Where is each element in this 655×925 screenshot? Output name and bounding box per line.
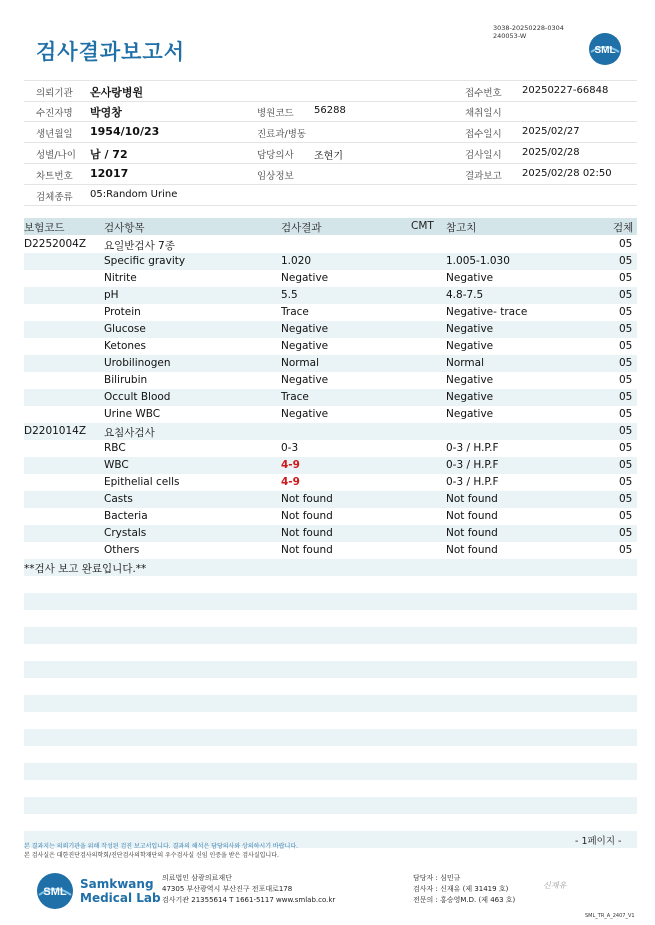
cell-specimen: 05 bbox=[619, 374, 633, 386]
cell-code: D2201014Z bbox=[24, 425, 87, 437]
cell-result: Not found bbox=[281, 527, 333, 539]
cell-result: Normal bbox=[281, 357, 319, 369]
cell-result: Not found bbox=[281, 510, 333, 522]
table-row bbox=[24, 440, 637, 457]
hosp-code-label: 병원코드 bbox=[257, 108, 294, 119]
header-specimen: 검체 bbox=[613, 222, 634, 234]
signature: 신재유 bbox=[543, 881, 567, 890]
cell-ref: Not found bbox=[446, 544, 498, 556]
cell-specimen: 05 bbox=[619, 323, 633, 335]
table-row bbox=[24, 389, 637, 406]
cell-item: RBC bbox=[104, 442, 126, 454]
empty-row bbox=[24, 695, 637, 712]
cell-item: Crystals bbox=[104, 527, 147, 539]
cell-item: 요침사검사 bbox=[104, 427, 155, 439]
cell-ref: 4.8-7.5 bbox=[446, 289, 484, 301]
page-title: 검사결과보고서 bbox=[36, 40, 186, 64]
table-row bbox=[24, 457, 637, 474]
org-label: 의뢰기관 bbox=[36, 88, 73, 99]
company-line-2: Medical Lab bbox=[80, 891, 161, 905]
footer-note-1: 본 결과지는 의뢰기관을 위해 작성된 검진 보고서입니다. 결과의 해석은 담당의사와 상의하시기 바랍니다. bbox=[24, 843, 299, 850]
info-row-name bbox=[24, 101, 637, 122]
cell-result: Trace bbox=[281, 391, 309, 403]
specimen-value: 05:Random Urine bbox=[90, 189, 178, 200]
cell-ref: 0-3 / H.P.F bbox=[446, 459, 499, 471]
hosp-code-value: 56288 bbox=[314, 105, 346, 116]
cell-specimen: 05 bbox=[619, 408, 633, 420]
logo-text: SML bbox=[594, 45, 616, 56]
company-line-1: Samkwang bbox=[80, 877, 154, 891]
table-row bbox=[24, 270, 637, 287]
cell-ref: Negative bbox=[446, 340, 494, 352]
cell-item: Epithelial cells bbox=[104, 476, 180, 488]
cell-result: 5.5 bbox=[281, 289, 298, 301]
info-row-dob bbox=[24, 122, 637, 143]
cell-specimen: 05 bbox=[619, 255, 633, 267]
cell-result: Negative bbox=[281, 340, 329, 352]
cell-result: Negative bbox=[281, 408, 329, 420]
table-row bbox=[24, 287, 637, 304]
cell-specimen: 05 bbox=[619, 391, 633, 403]
table-row bbox=[24, 338, 637, 355]
info-row-org bbox=[24, 80, 637, 102]
table-row bbox=[24, 321, 637, 338]
cell-ref: Negative bbox=[446, 272, 494, 284]
complete-note-row bbox=[24, 559, 637, 576]
info-row-chart bbox=[24, 164, 637, 185]
complete-note: **검사 보고 완료입니다.** bbox=[24, 563, 147, 575]
empty-row bbox=[24, 729, 637, 746]
cell-specimen: 05 bbox=[619, 425, 633, 437]
cell-result: Negative bbox=[281, 272, 329, 284]
footer-note-2: 본 검사실은 대한진단검사의학회/진단검사의학재단의 우수검사실 신임 인증을 받은 검사실입니다. bbox=[24, 852, 279, 859]
sex-label: 성별/나이 bbox=[36, 150, 76, 161]
cell-item: Specific gravity bbox=[104, 255, 186, 267]
cell-specimen: 05 bbox=[619, 442, 633, 454]
cell-result: Negative bbox=[281, 374, 329, 386]
empty-row bbox=[24, 797, 637, 814]
cell-specimen: 05 bbox=[619, 357, 633, 369]
address-line-2: 47305 부산광역시 부산진구 전포대로178 bbox=[162, 885, 293, 893]
form-code: SML_TR_A_2407_V1 bbox=[585, 913, 635, 919]
header-cmt: CMT bbox=[411, 220, 434, 232]
table-row bbox=[24, 372, 637, 389]
staff-line-1: 담당자 : 심민규 bbox=[413, 874, 461, 882]
table-row bbox=[24, 406, 637, 423]
dept-label: 진료과/병동 bbox=[257, 129, 307, 140]
cell-specimen: 05 bbox=[619, 510, 633, 522]
cell-specimen: 05 bbox=[619, 476, 633, 488]
document-number bbox=[493, 25, 564, 40]
cell-ref: Negative bbox=[446, 374, 494, 386]
cell-result: Not found bbox=[281, 544, 333, 556]
header-item: 검사항목 bbox=[104, 222, 145, 234]
cell-ref: Negative bbox=[446, 391, 494, 403]
footer-sml-logo-icon bbox=[36, 872, 74, 910]
cell-specimen: 05 bbox=[619, 238, 633, 250]
table-row bbox=[24, 236, 637, 253]
empty-row bbox=[24, 593, 637, 610]
cell-ref: Negative- trace bbox=[446, 306, 528, 318]
staff-line-3: 전문의 : 홍승영M.D. (제 463 호) bbox=[413, 896, 516, 904]
cell-ref: 1.005-1.030 bbox=[446, 255, 510, 267]
cell-item: 요일반검사 7종 bbox=[104, 240, 175, 252]
report-label: 결과보고 bbox=[465, 171, 502, 182]
cell-item: WBC bbox=[104, 459, 129, 471]
empty-row bbox=[24, 763, 637, 780]
table-row bbox=[24, 474, 637, 491]
test-date-label: 검사일시 bbox=[465, 150, 502, 161]
doctor-label: 담당의사 bbox=[257, 150, 294, 161]
info-row-specimen bbox=[24, 185, 637, 206]
cell-item: Occult Blood bbox=[104, 391, 171, 403]
cell-specimen: 05 bbox=[619, 544, 633, 556]
company-name bbox=[80, 877, 161, 905]
table-row bbox=[24, 542, 637, 559]
cell-ref: Negative bbox=[446, 408, 494, 420]
clinical-label: 임상정보 bbox=[257, 171, 294, 182]
cell-item: Urine WBC bbox=[104, 408, 161, 420]
footer-address bbox=[162, 873, 335, 906]
address-line-1: 의료법인 삼광의료재단 bbox=[162, 874, 232, 882]
page-number: - 1페이지 - bbox=[575, 836, 622, 847]
cell-result: Not found bbox=[281, 493, 333, 505]
cell-result: Negative bbox=[281, 323, 329, 335]
name-label: 수진자명 bbox=[36, 108, 73, 119]
table-row bbox=[24, 304, 637, 321]
cell-ref: 0-3 / H.P.F bbox=[446, 476, 499, 488]
table-row bbox=[24, 423, 637, 440]
table-row bbox=[24, 253, 637, 270]
specimen-label: 검체종류 bbox=[36, 192, 73, 203]
cell-specimen: 05 bbox=[619, 306, 633, 318]
document-number-line1: 3038-20250228-0304 bbox=[493, 24, 564, 32]
report-value: 2025/02/28 02:50 bbox=[522, 168, 612, 179]
cell-specimen: 05 bbox=[619, 527, 633, 539]
info-row-sex bbox=[24, 143, 637, 164]
cell-item: Glucose bbox=[104, 323, 146, 335]
cell-item: Bilirubin bbox=[104, 374, 148, 386]
staff-line-2: 검사자 : 신재유 (제 31419 호) bbox=[413, 885, 509, 893]
cell-ref: Not found bbox=[446, 493, 498, 505]
cell-specimen: 05 bbox=[619, 493, 633, 505]
footer-logo-text: SML bbox=[43, 886, 67, 898]
cell-item: Urobilinogen bbox=[104, 357, 171, 369]
cell-result: 4-9 bbox=[281, 459, 300, 471]
cell-ref: Not found bbox=[446, 527, 498, 539]
empty-row bbox=[24, 661, 637, 678]
table-row bbox=[24, 355, 637, 372]
name-value: 박영창 bbox=[90, 106, 122, 119]
sml-logo-icon bbox=[588, 32, 622, 66]
cell-code: D2252004Z bbox=[24, 238, 87, 250]
cell-specimen: 05 bbox=[619, 340, 633, 352]
cell-ref: 0-3 / H.P.F bbox=[446, 442, 499, 454]
org-value: 온사랑병원 bbox=[90, 86, 144, 99]
receipt-date-value: 2025/02/27 bbox=[522, 126, 580, 137]
receipt-no-label: 접수번호 bbox=[465, 88, 502, 99]
cell-result: Trace bbox=[281, 306, 309, 318]
cell-ref: Normal bbox=[446, 357, 484, 369]
document-number-line2: 240053-W bbox=[493, 31, 527, 40]
cell-item: Protein bbox=[104, 306, 141, 318]
table-row bbox=[24, 491, 637, 508]
receipt-no-value: 20250227-66848 bbox=[522, 85, 609, 96]
results-table-header bbox=[24, 218, 637, 235]
cell-ref: Negative bbox=[446, 323, 494, 335]
cell-item: pH bbox=[104, 289, 119, 301]
empty-row bbox=[24, 627, 637, 644]
cell-result: 1.020 bbox=[281, 255, 312, 267]
cell-result: 4-9 bbox=[281, 476, 300, 488]
cell-specimen: 05 bbox=[619, 272, 633, 284]
header-code: 보험코드 bbox=[24, 222, 65, 234]
chart-value: 12017 bbox=[90, 167, 129, 180]
cell-item: Others bbox=[104, 544, 140, 556]
header-ref: 참고치 bbox=[446, 222, 477, 234]
address-line-3: 검사기관 21355614 T 1661-5117 www.smlab.co.kr bbox=[162, 896, 336, 904]
cell-specimen: 05 bbox=[619, 289, 633, 301]
cell-specimen: 05 bbox=[619, 459, 633, 471]
footer-staff bbox=[413, 873, 515, 906]
chart-label: 차트번호 bbox=[36, 171, 73, 182]
cell-item: Nitrite bbox=[104, 272, 137, 284]
dob-label: 생년월일 bbox=[36, 129, 73, 140]
doctor-value: 조현기 bbox=[314, 151, 343, 162]
cell-ref: Not found bbox=[446, 510, 498, 522]
cell-item: Casts bbox=[104, 493, 133, 505]
collect-label: 채취일시 bbox=[465, 108, 502, 119]
cell-item: Bacteria bbox=[104, 510, 148, 522]
cell-item: Ketones bbox=[104, 340, 146, 352]
sex-value: 남 / 72 bbox=[90, 148, 128, 161]
table-row bbox=[24, 508, 637, 525]
cell-result: 0-3 bbox=[281, 442, 299, 454]
header-result: 검사결과 bbox=[281, 222, 322, 234]
receipt-date-label: 접수일시 bbox=[465, 129, 502, 140]
table-row bbox=[24, 525, 637, 542]
test-date-value: 2025/02/28 bbox=[522, 147, 580, 158]
dob-value: 1954/10/23 bbox=[90, 125, 160, 138]
